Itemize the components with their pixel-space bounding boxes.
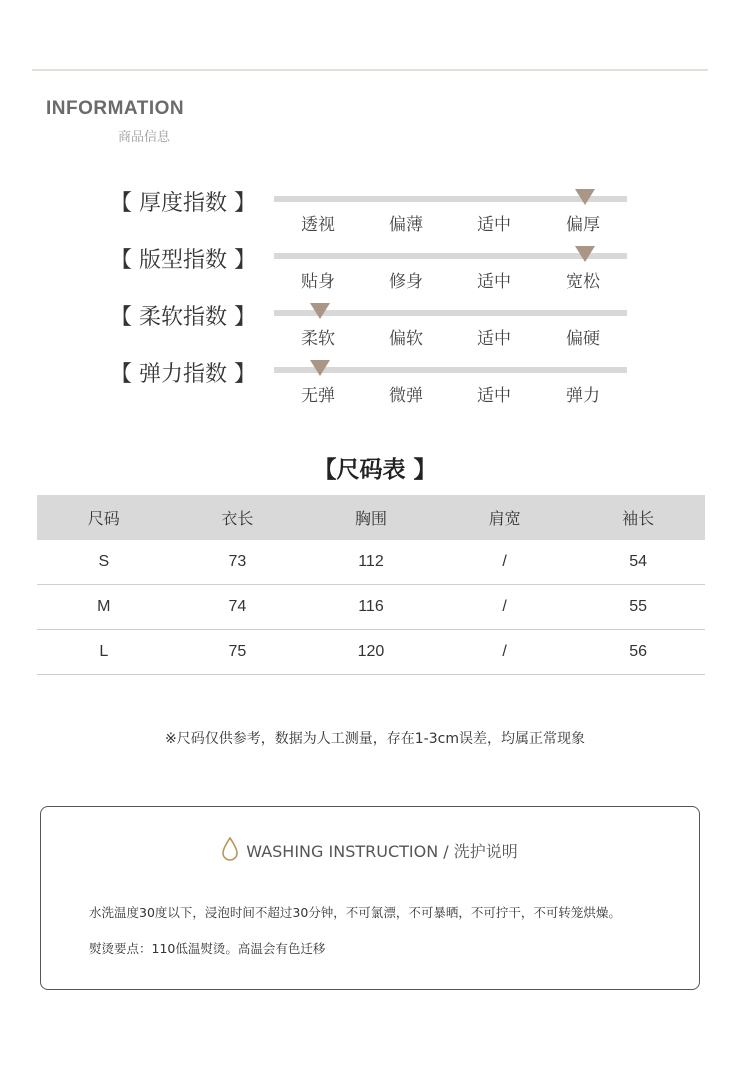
table-header-cell: 袖长 bbox=[571, 495, 705, 540]
index-option: 弹力 bbox=[566, 386, 600, 406]
water-drop-icon bbox=[222, 837, 238, 861]
section-title: INFORMATION bbox=[46, 98, 185, 119]
index-label: 【 弹力指数 】 bbox=[110, 362, 256, 387]
index-option: 适中 bbox=[477, 386, 511, 406]
ironing-text: 熨烫要点：110低温熨烫。高温会有色迁移 bbox=[89, 941, 326, 956]
size-note: ※尺码仅供参考，数据为人工测量，存在1-3cm误差，均属正常现象 bbox=[165, 731, 585, 747]
table-header-row bbox=[37, 495, 705, 540]
washing-text: 水洗温度30度以下，浸泡时间不超过30分钟，不可氯漂，不可暴晒，不可拧干，不可转笼烘燥。 bbox=[89, 905, 621, 920]
size-table bbox=[37, 495, 705, 675]
table-cell: L bbox=[37, 630, 171, 675]
index-option: 修身 bbox=[389, 272, 423, 292]
index-option: 透视 bbox=[301, 215, 335, 235]
table-header-cell: 尺码 bbox=[37, 495, 171, 540]
index-label: 【 厚度指数 】 bbox=[110, 191, 256, 216]
index-option: 适中 bbox=[477, 272, 511, 292]
index-option: 偏薄 bbox=[389, 215, 423, 235]
index-marker bbox=[575, 189, 595, 205]
index-option: 适中 bbox=[477, 215, 511, 235]
index-row bbox=[0, 300, 750, 350]
table-cell: 55 bbox=[571, 585, 705, 630]
index-option: 偏厚 bbox=[566, 215, 600, 235]
table-cell: 56 bbox=[571, 630, 705, 675]
index-row bbox=[0, 243, 750, 293]
washing-title: WASHING INSTRUCTION / 洗护说明 bbox=[246, 842, 518, 861]
table-row bbox=[37, 585, 705, 630]
table-cell: 112 bbox=[304, 540, 438, 585]
index-label: 【 版型指数 】 bbox=[110, 248, 256, 273]
index-marker bbox=[575, 246, 595, 262]
table-header-cell: 衣长 bbox=[171, 495, 305, 540]
table-cell: / bbox=[438, 630, 572, 675]
table-row bbox=[37, 630, 705, 675]
index-option: 贴身 bbox=[301, 272, 335, 292]
index-marker bbox=[310, 303, 330, 319]
table-cell: 75 bbox=[171, 630, 305, 675]
table-header-cell: 胸围 bbox=[304, 495, 438, 540]
index-option: 柔软 bbox=[301, 329, 335, 349]
table-row bbox=[37, 540, 705, 585]
table-cell: 54 bbox=[571, 540, 705, 585]
washing-instruction-box bbox=[40, 806, 700, 990]
table-cell: / bbox=[438, 540, 572, 585]
size-chart-heading: 【尺码表 】 bbox=[313, 457, 437, 483]
table-cell: M bbox=[37, 585, 171, 630]
top-divider bbox=[32, 69, 708, 71]
index-marker bbox=[310, 360, 330, 376]
index-option: 偏软 bbox=[389, 329, 423, 349]
index-label: 【 柔软指数 】 bbox=[110, 305, 256, 330]
index-row bbox=[0, 186, 750, 236]
table-cell: 120 bbox=[304, 630, 438, 675]
index-option: 偏硬 bbox=[566, 329, 600, 349]
index-option: 无弹 bbox=[301, 386, 335, 406]
index-option: 微弹 bbox=[389, 386, 423, 406]
table-cell: / bbox=[438, 585, 572, 630]
table-cell: S bbox=[37, 540, 171, 585]
index-option: 宽松 bbox=[566, 272, 600, 292]
index-row bbox=[0, 357, 750, 407]
index-option: 适中 bbox=[477, 329, 511, 349]
washing-heading bbox=[41, 837, 699, 862]
table-cell: 73 bbox=[171, 540, 305, 585]
table-header-cell: 肩宽 bbox=[438, 495, 572, 540]
table-cell: 74 bbox=[171, 585, 305, 630]
section-subtitle: 商品信息 bbox=[118, 130, 171, 145]
table-cell: 116 bbox=[304, 585, 438, 630]
